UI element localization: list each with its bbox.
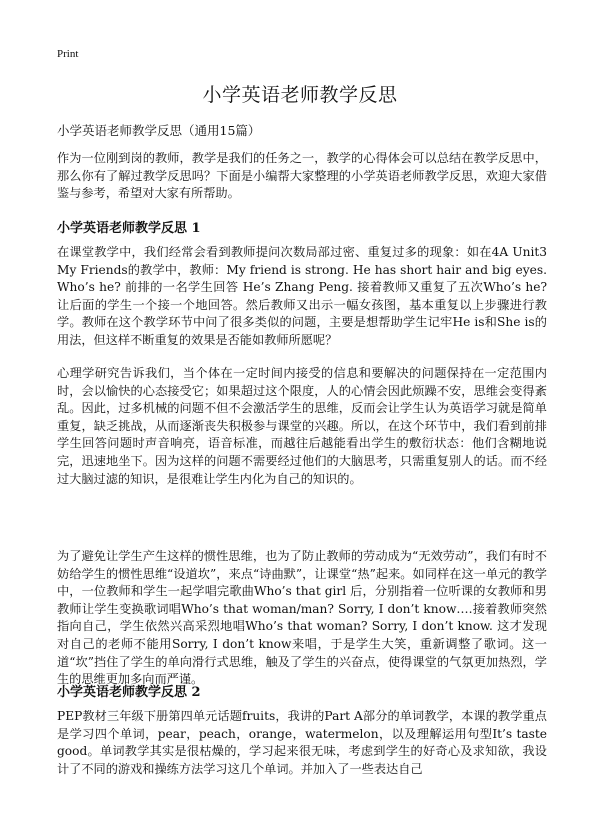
intro-paragraph: 作为一位刚到岗的教师，教学是我们的任务之一，教学的心得体会可以总结在教学反思中，那么你有了解过教学反思吗？下面是小编帮大家整理的小学英语老师教学反思，欢迎大家借鉴与参考，希望对大家有所帮助。 bbox=[57, 151, 547, 201]
paragraph: 为了避免让学生产生这样的惯性思维，也为了防止教师的劳动成为“无效劳动”，我们有时不妨给学生的惯性思维“设道坎”，来点“诗曲默”，让课堂“热”起来。如同样在这一单元的教学中，一位教师和学生一起学唱完歌曲Who’s that girl 后，分别指着一位听课的女教师和男教师让学生变换歌词唱Who’s that woman/man? Sorry, I don’t know….接着教师突然指向自己，学生依然兴高采烈地唱Who’s that woman? Sorry, I don’t know. 这才发现对自己的老师不能用Sorry, I don’t know来唱，于是学生大笑，重新调整了歌词。这一道“坎”挡住了学生的单向滑行式思维，触及了学生的兴奋点，使得课堂的气氛更加热烈，学生的思维更加多向而严谨。 bbox=[57, 549, 547, 687]
paragraph: 心理学研究告诉我们，当个体在一定时间内接受的信息和要解决的问题保持在一定范围内时，会以愉快的心态接受它；如果超过这个限度，人的心情会因此烦躁不安，思维会变得紊乱。因此，过多机械的问题不但不会激活学生的思维，反而会让学生认为英语学习就是简单重复，缺乏挑战，从而逐渐丧失积极参与课堂的兴趣。所以，在这个环节中，我们看到前排学生回答问题时声音响亮，语音标准，而越往后越能看出学生的敷衍状态：他们含糊地说完，迅速地坐下。因为这样的问题不需要经过他们的大脑思考，只需重复别人的话。而不经过大脑过滤的知识，是很难让学生内化为自己的知识的。 bbox=[57, 366, 547, 486]
print-link[interactable]: Print bbox=[57, 48, 79, 60]
paragraph: PEP教材三年级下册第四单元话题fruits，我讲的Part A部分的单词教学，本课的教学重点是学习四个单词，pear，peach，orange，watermelon，以及理解运用句型It’s taste good。单词教学其实是很枯燥的，学习起来很无味，考虑到学生的好奇心及求知欲，我设计了不同的游戏和操练方法学习这几个单词。并加入了一些表达自己 bbox=[57, 709, 547, 776]
section-heading: 小学英语老师教学反思 2 bbox=[57, 685, 201, 700]
subtitle: 小学英语老师教学反思（通用15篇） bbox=[57, 123, 261, 138]
section-heading: 小学英语老师教学反思 1 bbox=[57, 221, 201, 236]
page-title: 小学英语老师教学反思 bbox=[202, 84, 398, 106]
paragraph: 在课堂教学中，我们经常会看到教师提问次数局部过密、重复过多的现象：如在4A Unit3 My Friends的教学中，教师：My friend is strong. He has short hair and big eyes. Who’s he? 前排的一名学生回答 He’s Zhang Peng. 接着教师又重复了五次Who’s he?让后面的学生一个接一个地回答。然后教师又出示一幅女孩图，基本重复以上步骤进行教学。教师在这个教学环节中问了很多类似的问题，主要是想帮助学生记牢He is和She is的用法，但这样不断重复的效果是否能如教师所愿呢？ bbox=[57, 245, 547, 347]
